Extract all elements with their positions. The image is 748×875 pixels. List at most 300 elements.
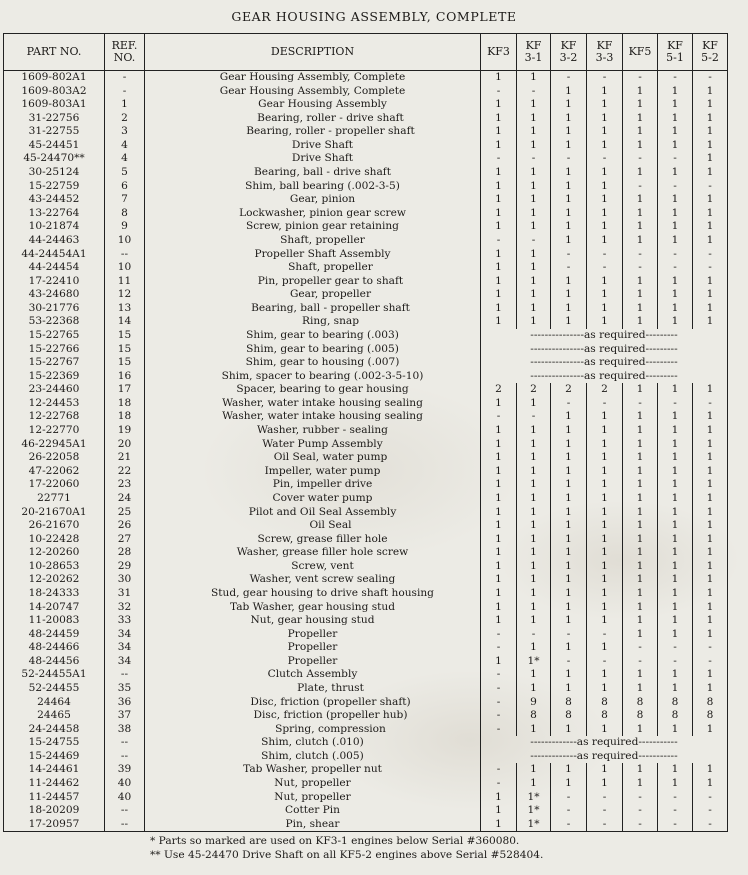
- quantity-cell: 1: [693, 220, 728, 234]
- part-number-cell: 44-24463: [4, 234, 105, 248]
- table-row: [4, 791, 728, 805]
- description-cell: Nut, gear housing stud: [145, 614, 481, 628]
- table-row: [4, 71, 728, 85]
- quantity-cell: 1: [517, 465, 551, 479]
- table-row: [4, 560, 728, 574]
- quantity-cell: 1: [481, 519, 517, 533]
- table-row: [4, 492, 728, 506]
- quantity-cell: 1: [658, 315, 693, 329]
- table-row: [4, 641, 728, 655]
- quantity-cell: 1: [693, 98, 728, 112]
- header-kf3: KF3: [481, 34, 517, 71]
- quantity-cell: 1: [517, 533, 551, 547]
- quantity-cell: 8: [587, 696, 623, 710]
- part-number-cell: 13-22764: [4, 207, 105, 221]
- quantity-cell: -: [693, 641, 728, 655]
- quantity-cell: 1: [693, 777, 728, 791]
- quantity-cell: 8: [658, 696, 693, 710]
- quantity-cell: 1: [587, 193, 623, 207]
- part-number-cell: 17-22060: [4, 478, 105, 492]
- quantity-cell: 1: [693, 383, 728, 397]
- ref-number-cell: 17: [105, 383, 145, 397]
- quantity-cell: 1: [481, 601, 517, 615]
- part-number-cell: 10-22428: [4, 533, 105, 547]
- quantity-cell: -: [551, 248, 587, 262]
- quantity-cell: 1: [517, 112, 551, 126]
- part-number-cell: 1609-803A1: [4, 98, 105, 112]
- header-kf3-2: KF 3-2: [551, 34, 587, 71]
- quantity-cell: 8: [693, 696, 728, 710]
- quantity-cell: 1: [517, 506, 551, 520]
- ref-number-cell: 4: [105, 139, 145, 153]
- quantity-cell: 1: [517, 166, 551, 180]
- ref-number-cell: 32: [105, 601, 145, 615]
- quantity-cell: 1: [517, 438, 551, 452]
- part-number-cell: 15-22767: [4, 356, 105, 370]
- quantity-cell: 1: [481, 261, 517, 275]
- quantity-cell: 8: [551, 696, 587, 710]
- ref-number-cell: 6: [105, 180, 145, 194]
- quantity-cell: 1: [551, 506, 587, 520]
- quantity-cell: 1: [517, 98, 551, 112]
- quantity-cell: 1: [551, 519, 587, 533]
- description-cell: Washer, water intake housing sealing: [145, 410, 481, 424]
- quantity-cell: 1: [587, 723, 623, 737]
- quantity-cell: 1: [658, 573, 693, 587]
- quantity-cell: 1: [623, 763, 658, 777]
- quantity-cell: 1: [623, 383, 658, 397]
- quantity-cell: 1: [551, 193, 587, 207]
- ref-number-cell: 30: [105, 573, 145, 587]
- quantity-cell: -: [658, 152, 693, 166]
- quantity-cell: 1: [517, 248, 551, 262]
- part-number-cell: 17-20957: [4, 818, 105, 832]
- quantity-cell: 1: [517, 777, 551, 791]
- quantity-cell: 1: [551, 723, 587, 737]
- quantity-cell: 1: [658, 777, 693, 791]
- parts-table: [3, 33, 728, 832]
- quantity-cell: 1: [587, 315, 623, 329]
- quantity-cell: 1: [587, 668, 623, 682]
- quantity-cell: 1: [658, 601, 693, 615]
- quantity-cell: 1*: [517, 804, 551, 818]
- quantity-cell: 1: [517, 275, 551, 289]
- quantity-cell: 1: [587, 533, 623, 547]
- quantity-cell: -: [551, 655, 587, 669]
- quantity-cell: 1: [587, 587, 623, 601]
- part-number-cell: 1609-802A1: [4, 71, 105, 85]
- quantity-cell: 1: [658, 125, 693, 139]
- quantity-cell: 1: [551, 112, 587, 126]
- quantity-cell: 1: [693, 451, 728, 465]
- table-row: [4, 207, 728, 221]
- quantity-cell: 1: [481, 506, 517, 520]
- ref-number-cell: 39: [105, 763, 145, 777]
- quantity-cell: 1: [481, 546, 517, 560]
- part-number-cell: 1609-803A2: [4, 85, 105, 99]
- quantity-cell: 1: [693, 628, 728, 642]
- quantity-cell: 1: [481, 818, 517, 832]
- description-cell: Shim, gear to bearing (.005): [145, 343, 481, 357]
- quantity-cell: 1: [623, 478, 658, 492]
- ref-number-cell: 40: [105, 791, 145, 805]
- quantity-cell: -: [658, 248, 693, 262]
- quantity-cell: -: [658, 655, 693, 669]
- quantity-cell: 1: [481, 451, 517, 465]
- ref-number-cell: 12: [105, 288, 145, 302]
- ref-number-cell: --: [105, 818, 145, 832]
- description-cell: Shim, gear to bearing (.003): [145, 329, 481, 343]
- quantity-cell: -: [481, 85, 517, 99]
- quantity-cell: -: [481, 668, 517, 682]
- quantity-cell: 1: [517, 315, 551, 329]
- quantity-cell: 1: [551, 478, 587, 492]
- description-cell: Washer, vent screw sealing: [145, 573, 481, 587]
- header-ref-no: REF. NO.: [105, 34, 145, 71]
- quantity-cell: -: [587, 71, 623, 85]
- quantity-cell: 1: [551, 641, 587, 655]
- quantity-cell: 1: [658, 763, 693, 777]
- quantity-cell: 1*: [517, 791, 551, 805]
- quantity-cell: 1: [481, 397, 517, 411]
- quantity-cell: 1: [481, 315, 517, 329]
- quantity-cell: -: [658, 180, 693, 194]
- quantity-cell: -: [623, 152, 658, 166]
- quantity-cell: 1: [693, 723, 728, 737]
- quantity-cell: 1: [658, 465, 693, 479]
- table-row: [4, 478, 728, 492]
- quantity-cell: 1: [658, 98, 693, 112]
- quantity-cell: 1: [517, 193, 551, 207]
- quantity-cell: -: [551, 804, 587, 818]
- header-kf3-1: KF 3-1: [517, 34, 551, 71]
- quantity-cell: 2: [551, 383, 587, 397]
- ref-number-cell: 21: [105, 451, 145, 465]
- quantity-cell: 1: [587, 506, 623, 520]
- part-number-cell: 26-22058: [4, 451, 105, 465]
- ref-number-cell: 27: [105, 533, 145, 547]
- table-row: [4, 696, 728, 710]
- quantity-cell: 1: [658, 682, 693, 696]
- quantity-cell: 1: [623, 112, 658, 126]
- quantity-cell: 1: [693, 85, 728, 99]
- part-number-cell: 20-21670A1: [4, 506, 105, 520]
- quantity-cell: -: [587, 818, 623, 832]
- part-number-cell: 24-24458: [4, 723, 105, 737]
- quantity-cell: 1: [481, 424, 517, 438]
- quantity-cell: -: [658, 818, 693, 832]
- ref-number-cell: 10: [105, 261, 145, 275]
- quantity-cell: 1: [658, 438, 693, 452]
- quantity-cell: 1: [693, 302, 728, 316]
- quantity-cell: 1: [517, 668, 551, 682]
- part-number-cell: 17-22410: [4, 275, 105, 289]
- part-number-cell: 12-20260: [4, 546, 105, 560]
- quantity-cell: 1: [587, 125, 623, 139]
- quantity-cell: 1: [551, 451, 587, 465]
- quantity-cell: 1: [693, 315, 728, 329]
- ref-number-cell: -: [105, 71, 145, 85]
- description-cell: Pin, propeller gear to shaft: [145, 275, 481, 289]
- quantity-cell: 1: [587, 682, 623, 696]
- quantity-cell: 1: [693, 682, 728, 696]
- table-row: [4, 152, 728, 166]
- quantity-cell: -: [658, 397, 693, 411]
- quantity-cell: -: [551, 791, 587, 805]
- as-required-cell: ---------------as required---------: [481, 356, 728, 370]
- quantity-cell: 1: [587, 112, 623, 126]
- quantity-cell: 1: [481, 573, 517, 587]
- quantity-cell: 1: [517, 601, 551, 615]
- quantity-cell: -: [481, 763, 517, 777]
- ref-number-cell: --: [105, 668, 145, 682]
- footnote-serial-kf5-2: ** Use 45-24470 Drive Shaft on all KF5-2 engines above Serial #528404.: [150, 849, 544, 861]
- quantity-cell: 1: [551, 777, 587, 791]
- quantity-cell: 1: [623, 166, 658, 180]
- quantity-cell: 9: [517, 696, 551, 710]
- table-row: [4, 261, 728, 275]
- quantity-cell: 1: [551, 410, 587, 424]
- description-cell: Propeller Shaft Assembly: [145, 248, 481, 262]
- footnote-serial-kf3-1: * Parts so marked are used on KF3-1 engines below Serial #360080.: [150, 835, 520, 847]
- quantity-cell: 1: [481, 587, 517, 601]
- quantity-cell: -: [587, 791, 623, 805]
- table-row: [4, 370, 728, 384]
- quantity-cell: 1: [693, 139, 728, 153]
- quantity-cell: 1: [623, 125, 658, 139]
- quantity-cell: -: [481, 152, 517, 166]
- table-row: [4, 125, 728, 139]
- quantity-cell: -: [693, 180, 728, 194]
- quantity-cell: -: [623, 248, 658, 262]
- quantity-cell: 1: [623, 85, 658, 99]
- quantity-cell: 1: [517, 139, 551, 153]
- ref-number-cell: 31: [105, 587, 145, 601]
- table-row: [4, 818, 728, 832]
- quantity-cell: -: [693, 248, 728, 262]
- table-row: [4, 682, 728, 696]
- quantity-cell: 1: [587, 98, 623, 112]
- quantity-cell: 1: [693, 546, 728, 560]
- part-number-cell: 43-24452: [4, 193, 105, 207]
- quantity-cell: 1: [551, 275, 587, 289]
- quantity-cell: -: [658, 641, 693, 655]
- quantity-cell: 1: [587, 763, 623, 777]
- quantity-cell: -: [693, 655, 728, 669]
- description-cell: Impeller, water pump: [145, 465, 481, 479]
- quantity-cell: 1: [587, 777, 623, 791]
- quantity-cell: 1: [481, 438, 517, 452]
- part-number-cell: 43-24680: [4, 288, 105, 302]
- table-row: [4, 601, 728, 615]
- quantity-cell: 1: [587, 465, 623, 479]
- quantity-cell: 1: [551, 438, 587, 452]
- header-row: [4, 34, 728, 71]
- table-row: [4, 234, 728, 248]
- quantity-cell: 1: [693, 478, 728, 492]
- quantity-cell: -: [551, 71, 587, 85]
- page-title: GEAR HOUSING ASSEMBLY, COMPLETE: [231, 9, 517, 24]
- description-cell: Oil Seal, water pump: [145, 451, 481, 465]
- ref-number-cell: 2: [105, 112, 145, 126]
- quantity-cell: -: [693, 397, 728, 411]
- quantity-cell: 1: [693, 492, 728, 506]
- quantity-cell: -: [658, 804, 693, 818]
- quantity-cell: -: [551, 261, 587, 275]
- as-required-cell: -------------as required-----------: [481, 750, 728, 764]
- quantity-cell: 1: [551, 302, 587, 316]
- quantity-cell: 1: [693, 519, 728, 533]
- quantity-cell: 1: [587, 180, 623, 194]
- quantity-cell: 1: [623, 573, 658, 587]
- quantity-cell: 1: [481, 614, 517, 628]
- quantity-cell: 1: [481, 804, 517, 818]
- ref-number-cell: 22: [105, 465, 145, 479]
- table-row: [4, 166, 728, 180]
- ref-number-cell: --: [105, 736, 145, 750]
- description-cell: Shim, spacer to bearing (.002-3-5-10): [145, 370, 481, 384]
- quantity-cell: 1: [481, 465, 517, 479]
- quantity-cell: 1: [587, 519, 623, 533]
- table-row: [4, 750, 728, 764]
- quantity-cell: 1: [658, 560, 693, 574]
- quantity-cell: 1: [623, 560, 658, 574]
- table-row: [4, 112, 728, 126]
- quantity-cell: 2: [481, 383, 517, 397]
- quantity-cell: -: [623, 71, 658, 85]
- quantity-cell: 1: [623, 519, 658, 533]
- quantity-cell: 1: [623, 98, 658, 112]
- ref-number-cell: 15: [105, 356, 145, 370]
- quantity-cell: -: [551, 628, 587, 642]
- quantity-cell: 1: [693, 275, 728, 289]
- ref-number-cell: 19: [105, 424, 145, 438]
- ref-number-cell: --: [105, 750, 145, 764]
- description-cell: Oil Seal: [145, 519, 481, 533]
- description-cell: Bearing, ball - drive shaft: [145, 166, 481, 180]
- quantity-cell: 1: [693, 465, 728, 479]
- quantity-cell: -: [623, 397, 658, 411]
- description-cell: Stud, gear housing to drive shaft housing: [145, 587, 481, 601]
- quantity-cell: 1: [517, 125, 551, 139]
- quantity-cell: 1: [693, 112, 728, 126]
- description-cell: Spacer, bearing to gear housing: [145, 383, 481, 397]
- quantity-cell: -: [587, 397, 623, 411]
- description-cell: Washer, grease filler hole screw: [145, 546, 481, 560]
- quantity-cell: 1: [517, 207, 551, 221]
- quantity-cell: 1: [481, 166, 517, 180]
- part-number-cell: 12-22768: [4, 410, 105, 424]
- quantity-cell: 1: [551, 573, 587, 587]
- quantity-cell: 1: [587, 207, 623, 221]
- part-number-cell: 52-24455A1: [4, 668, 105, 682]
- as-required-cell: -------------as required-----------: [481, 736, 728, 750]
- quantity-cell: 8: [551, 709, 587, 723]
- ref-number-cell: 34: [105, 628, 145, 642]
- quantity-cell: 1: [481, 478, 517, 492]
- quantity-cell: 1: [623, 682, 658, 696]
- quantity-cell: -: [551, 397, 587, 411]
- quantity-cell: 8: [517, 709, 551, 723]
- quantity-cell: 1: [658, 85, 693, 99]
- quantity-cell: 1: [481, 193, 517, 207]
- quantity-cell: -: [693, 804, 728, 818]
- description-cell: Pilot and Oil Seal Assembly: [145, 506, 481, 520]
- quantity-cell: 1: [517, 220, 551, 234]
- ref-number-cell: 40: [105, 777, 145, 791]
- part-number-cell: 12-22770: [4, 424, 105, 438]
- ref-number-cell: 24: [105, 492, 145, 506]
- quantity-cell: 1: [623, 546, 658, 560]
- quantity-cell: 1: [481, 139, 517, 153]
- description-cell: Shim, clutch (.010): [145, 736, 481, 750]
- part-number-cell: 15-22369: [4, 370, 105, 384]
- part-number-cell: 10-28653: [4, 560, 105, 574]
- table-row: [4, 85, 728, 99]
- table-row: [4, 424, 728, 438]
- quantity-cell: -: [517, 85, 551, 99]
- ref-number-cell: 13: [105, 302, 145, 316]
- quantity-cell: 1: [623, 275, 658, 289]
- quantity-cell: 1: [551, 166, 587, 180]
- quantity-cell: 1: [658, 451, 693, 465]
- quantity-cell: 1: [693, 424, 728, 438]
- table-row: [4, 383, 728, 397]
- ref-number-cell: --: [105, 804, 145, 818]
- quantity-cell: -: [481, 682, 517, 696]
- part-number-cell: 24464: [4, 696, 105, 710]
- quantity-cell: 1: [623, 587, 658, 601]
- description-cell: Shim, ball bearing (.002-3-5): [145, 180, 481, 194]
- quantity-cell: 1: [658, 166, 693, 180]
- quantity-cell: 1: [658, 139, 693, 153]
- quantity-cell: 1: [623, 193, 658, 207]
- quantity-cell: 1: [658, 410, 693, 424]
- ref-number-cell: 18: [105, 397, 145, 411]
- description-cell: Bearing, ball - propeller shaft: [145, 302, 481, 316]
- ref-number-cell: 14: [105, 315, 145, 329]
- ref-number-cell: -: [105, 85, 145, 99]
- part-number-cell: 14-20747: [4, 601, 105, 615]
- part-number-cell: 15-22765: [4, 329, 105, 343]
- ref-number-cell: 1: [105, 98, 145, 112]
- quantity-cell: 1: [693, 533, 728, 547]
- description-cell: Disc, friction (propeller hub): [145, 709, 481, 723]
- table-row: [4, 546, 728, 560]
- quantity-cell: -: [481, 777, 517, 791]
- header-description: DESCRIPTION: [145, 34, 481, 71]
- parts-rows: [4, 71, 728, 832]
- quantity-cell: 1: [481, 560, 517, 574]
- quantity-cell: 1: [623, 451, 658, 465]
- quantity-cell: -: [693, 71, 728, 85]
- quantity-cell: -: [481, 723, 517, 737]
- quantity-cell: 1: [693, 506, 728, 520]
- quantity-cell: -: [623, 641, 658, 655]
- quantity-cell: 1: [658, 628, 693, 642]
- ref-number-cell: 8: [105, 207, 145, 221]
- as-required-cell: ---------------as required---------: [481, 343, 728, 357]
- quantity-cell: 1: [551, 288, 587, 302]
- part-number-cell: 52-24455: [4, 682, 105, 696]
- quantity-cell: -: [481, 641, 517, 655]
- ref-number-cell: 16: [105, 370, 145, 384]
- part-number-cell: 15-22759: [4, 180, 105, 194]
- description-cell: Drive Shaft: [145, 152, 481, 166]
- quantity-cell: -: [623, 791, 658, 805]
- quantity-cell: -: [587, 152, 623, 166]
- quantity-cell: 1: [658, 478, 693, 492]
